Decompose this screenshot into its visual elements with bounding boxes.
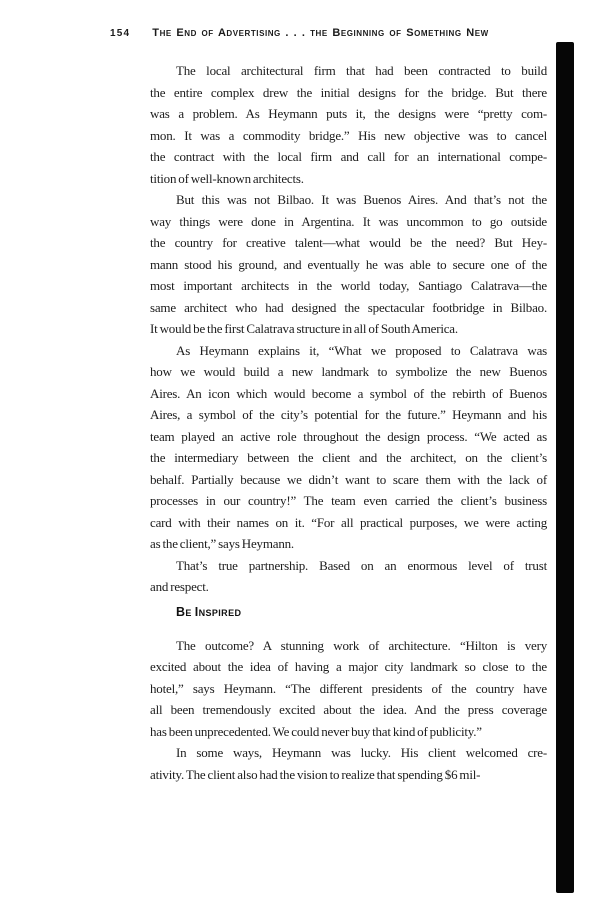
text-line: all been tremendously excited about the idea. And the press coverage (150, 702, 547, 717)
section-heading: Be Inspired (176, 604, 242, 619)
text-line: Aires. An icon which would become a symbol of the rebirth of Buenos (150, 385, 547, 401)
text-line: It would be the first Calatrava structure in all of South America. (150, 321, 458, 336)
paragraph (150, 635, 547, 743)
text-line: That’s true partnership. Based on an enormous level of trust (176, 557, 547, 573)
paragraph (150, 555, 547, 598)
text-line: In some ways, Heymann was lucky. His client welcomed cre- (176, 745, 547, 760)
text-line: mann stood his ground, and eventually he was able to secure one of the (150, 256, 547, 272)
text-line: As Heymann explains it, “What we proposed to Calatrava was (176, 342, 547, 358)
text-line: the entire complex drew the initial designs for the bridge. But there (150, 84, 547, 100)
text-line: But this was not Bilbao. It was Buenos Aires. And that’s not the (176, 192, 547, 207)
paragraph (150, 189, 547, 340)
text-line: hotel,” says Heymann. “The different presidents of the country have (150, 680, 547, 696)
text-line: tition of well-known architects. (150, 170, 304, 186)
paragraph (150, 742, 547, 785)
running-head: The End of Advertising . . . the Beginning of Something New (152, 27, 489, 39)
text-line: as the client,” says Heymann. (150, 536, 294, 551)
page-number: 154 (110, 28, 131, 39)
text-line: ativity. The client also had the vision to realize that spending $6 mil- (150, 766, 481, 782)
text-line: The outcome? A stunning work of architecture. “Hilton is very (176, 637, 547, 653)
paragraph (150, 60, 547, 189)
text-line: most important architects in the world today, Santiago Calatrava—the (150, 278, 547, 293)
text-line: and respect. (150, 579, 209, 594)
text-line: behalf. Partially because we didn’t want to scare them with the lack of (150, 471, 547, 487)
text-line: has been unprecedented. We could never buy that kind of publicity.” (150, 723, 482, 739)
page-header (110, 27, 489, 39)
text-line: Aires, a symbol of the city’s potential for the future.” Heymann and his (150, 407, 547, 422)
text-line: The local architectural firm that had been contracted to build (176, 63, 547, 78)
text-line: team played an active role throughout the design process. “We acted as (150, 428, 547, 444)
text-line: the country for creative talent—what would be the need? But Hey- (150, 235, 547, 250)
text-line: the contract with the local firm and call for an international compe- (150, 149, 547, 164)
text-line: mon. It was a commodity bridge.” His new objective was to cancel (150, 127, 547, 143)
text-line: excited about the idea of having a major city landmark so close to the (150, 659, 547, 674)
text-line: card with their names on it. “For all practical purposes, we were acting (150, 514, 547, 530)
text-line: the intermediary between the client and the architect, on the client’s (150, 450, 547, 465)
paragraph (150, 340, 547, 555)
text-line: how we would build a new landmark to symbolize the new Buenos (150, 364, 547, 379)
scan-edge-artifact (556, 42, 574, 893)
text-line: same architect who had designed the spectacular footbridge in Bilbao. (150, 299, 547, 315)
text-line: way things were done in Argentina. It was uncommon to go outside (150, 213, 547, 229)
text-line: was a problem. As Heymann puts it, the designs were “pretty com- (150, 106, 547, 121)
text-block (150, 60, 547, 785)
text-line: processes in our country!” The team even carried the client’s business (150, 493, 547, 508)
